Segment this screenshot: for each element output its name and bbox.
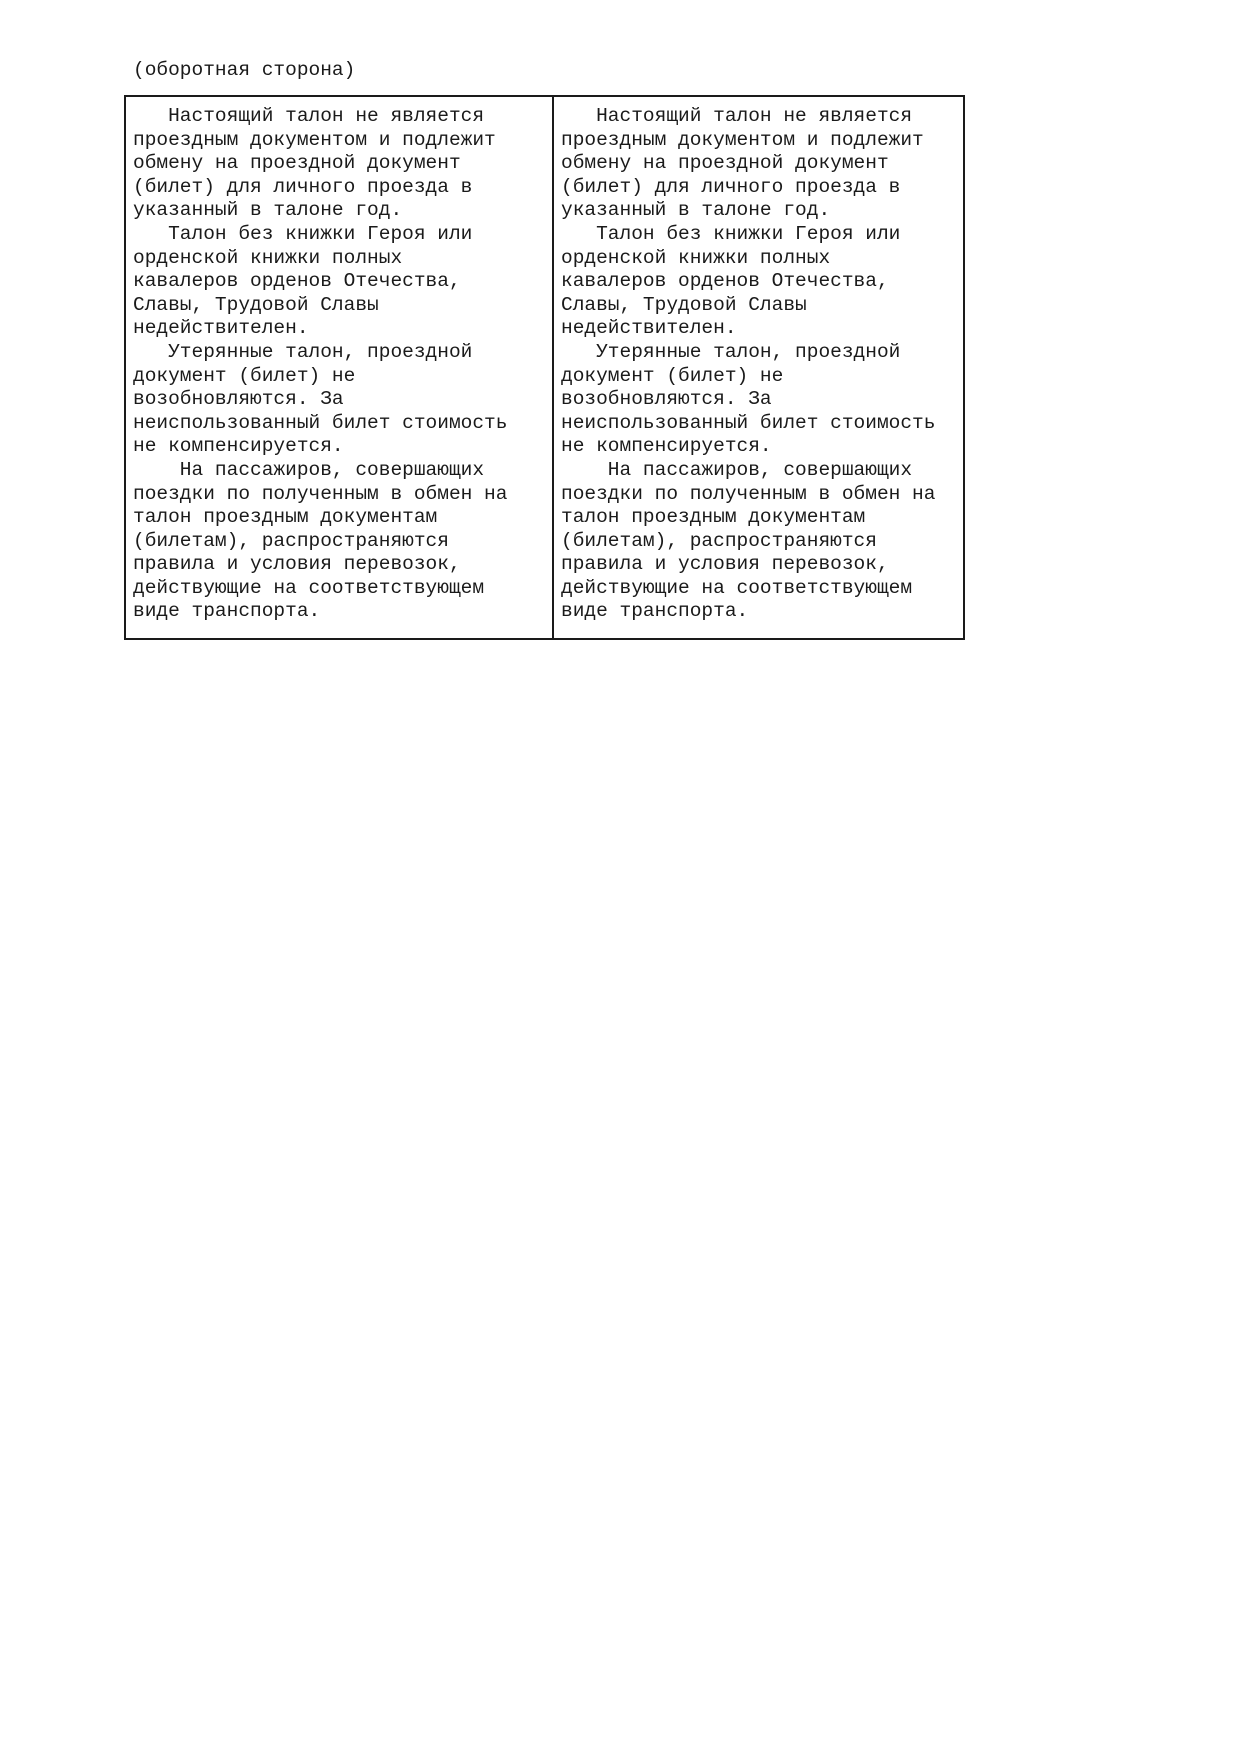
text-line: орденской книжки полных (133, 246, 403, 269)
text-line: не компенсируется. (133, 435, 344, 458)
text-line: действующие на соответствующем (133, 576, 485, 599)
text-line: Настоящий талон не является (561, 105, 913, 127)
text-line: указанный в талоне год. (133, 199, 403, 222)
text-line: проездным документом и подлежит (561, 128, 924, 151)
text-line: указанный в талоне год. (561, 199, 831, 222)
text-line: кавалеров орденов Отечества, (561, 270, 889, 293)
text-line: (билет) для личного проезда в (561, 175, 901, 198)
coupon-column-right (554, 97, 963, 638)
text-line: возобновляются. За (561, 388, 772, 411)
text-line: На пассажиров, совершающих (133, 458, 485, 481)
text-line: правила и условия перевозок, (561, 553, 889, 576)
text-line: поездки по полученным в обмен на (133, 482, 508, 505)
text-line: Утерянные талон, проездной (133, 340, 473, 363)
text-line: виде транспорта. (561, 600, 749, 623)
text-line: кавалеров орденов Отечества, (133, 270, 461, 293)
text-line: Настоящий талон не является (133, 105, 485, 127)
text-line: возобновляются. За (133, 388, 344, 411)
text-line: Славы, Трудовой Славы (561, 293, 807, 316)
text-line: неиспользованный билет стоимость (561, 411, 936, 434)
text-line: документ (билет) не (133, 364, 356, 387)
text-line: Талон без книжки Героя или (561, 222, 901, 245)
text-line: (билет) для личного проезда в (133, 175, 473, 198)
coupon-column-left (126, 97, 554, 638)
text-line: виде транспорта. (133, 600, 321, 623)
text-line: (билетам), распространяются (133, 529, 449, 552)
text-line: недействителен. (133, 317, 309, 340)
text-line: не компенсируется. (561, 435, 772, 458)
coupon-table (124, 95, 965, 640)
text-line: Утерянные талон, проездной (561, 340, 901, 363)
text-line: талон проездным документам (561, 506, 866, 529)
text-line: документ (билет) не (561, 364, 784, 387)
text-line: На пассажиров, совершающих (561, 458, 913, 481)
text-line: действующие на соответствующем (561, 576, 913, 599)
text-line: обмену на проездной документ (133, 152, 461, 175)
text-line: орденской книжки полных (561, 246, 831, 269)
text-line: обмену на проездной документ (561, 152, 889, 175)
text-line: проездным документом и подлежит (133, 128, 496, 151)
text-line: (билетам), распространяются (561, 529, 877, 552)
text-line: Талон без книжки Героя или (133, 222, 473, 245)
text-line: поездки по полученным в обмен на (561, 482, 936, 505)
text-line: недействителен. (561, 317, 737, 340)
text-line: Славы, Трудовой Славы (133, 293, 379, 316)
text-line: талон проездным документам (133, 506, 438, 529)
text-line: правила и условия перевозок, (133, 553, 461, 576)
text-line: неиспользованный билет стоимость (133, 411, 508, 434)
page-caption: (оборотная сторона) (133, 59, 356, 81)
